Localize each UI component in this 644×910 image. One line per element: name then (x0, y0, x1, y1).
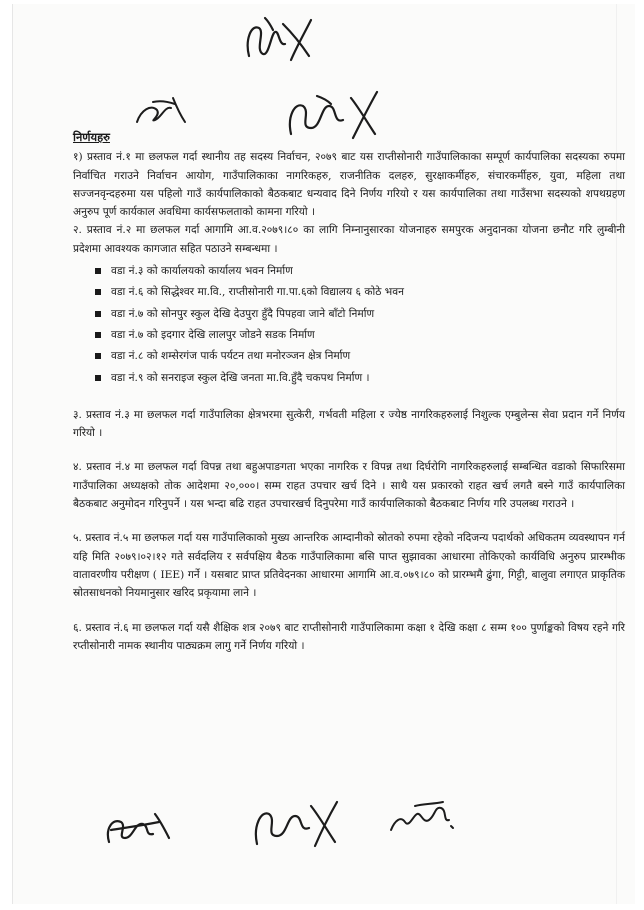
decision-6: ६. प्रस्ताव नं.६ मा छलफल गर्दा यसै शैक्षिक शत्र २०७९ बाट राप्तीसोनारी गाउँपालिकामा कक्षा १ देखि कक्षा ८ सम्म १०० पुर्णाङ्कको विषय रहने गरि रप्तीसोनारी नामक स्थानीय पाठ्यक्रम लागु गर्ने निर्णय गरियो । (73, 621, 625, 652)
decision-5: ५. प्रस्ताव नं.५ मा छलफल गर्दा यस गाउँपालिकाको मुख्य आन्तरिक आम्दानीको स्रोतको रुपमा रहेको नदिजन्य पदार्थको अधिकतम व्यवस्थापन गर्न यहि मिति २०७९।०२।१२ गते सर्वदलिय र सर्वपक्षिय बैठक गाउँपालिकामा बसि पाप्त सुझावका आधारमा तोकिएको कार्यविधि अनुरुप प्रारम्भीक वातावरणीय परीक्षण ( IEE) गर्ने । यसबाट प्राप्त प्रतिवेदनका आधारमा आगामि आ.व.०७९।८० को प्रारम्भमै ढुंगा, गिट्टी, बालुवा लगाएत प्राकृतिक स्रोतसाधनको नियमानुसार खरिद प्रकृयामा लाने । (73, 532, 625, 600)
spacer (73, 442, 625, 458)
list-item: वडा नं.६ को सिद्धेश्वर मा.वि., राप्तीसोनारी गा.पा.६को विद्यालय ६ कोठे भवन (95, 283, 625, 301)
spacer (73, 603, 625, 619)
list-item: वडा नं.३ को कार्यालयको कार्यालय भवन निर्माण (95, 262, 625, 280)
signature-bottom-right (385, 796, 465, 840)
spacer (73, 513, 625, 529)
signature-top-right (235, 10, 345, 68)
decision-2: २. प्रस्ताव नं.२ मा छलफल गर्दा आगामि आ.व.२०७९।८० का लागि निम्नानुसारका योजनाहरु समपुरक अनुदानका योजना छनौट गरि लुम्बीनी प्रदेशमा आवश्यक कागजात सहित पठाउने सम्बन्धमा । (73, 224, 625, 255)
list-item: वडा नं.८ को शम्सेरगंज पार्क पर्यटन तथा मनोरञ्जन क्षेत्र निर्माण (95, 347, 625, 365)
decision-3: ३. प्रस्ताव नं.३ मा छलफल गर्दा गाउँपालिका क्षेत्रभरमा सुत्केरी, गर्भवती महिला र ज्येष्ठ नागरिकहरुलाई निशुल्क एम्बुलेन्स सेवा प्रदान गर्ने निर्णय गरियो । (73, 408, 625, 440)
section-heading: निर्णयहरु (73, 130, 110, 144)
decision-2-project-list (73, 262, 625, 387)
decision-1: १) प्रस्ताव नं.१ मा छलफल गर्दा स्थानीय तह सदस्य निर्वाचन, २०७९ बाट यस राप्तीसोनारी गाउँपालिकाका सम्पूर्ण कार्यपालिका सदस्यका रुपमा निर्वाचित गराउने निर्वाचन आयोग, गाउँपालिकाका नागरिकहरु, राजनीतिक दलहरु, सुरक्षाकर्मीहरु, संचारकर्मीहरु, युवा, महिला तथा सज्जनवृन्दहरुमा यस पहिलो गाउँ कार्यपालिकाको बैठकबाट धन्यवाद दिने निर्णय गरियो र यस कार्यपालिका तथा गाउँसभा सदस्यको शपथग्रहण अनुरुप पूर्ण कार्यकाल अवधिमा कार्यसफलताको कामना गरियो । (73, 151, 625, 219)
signature-bottom-center (245, 794, 355, 852)
decision-4: ४. प्रस्ताव नं.४ मा छलफल गर्दा विपन्न तथा बहुअपाङगता भएका नागरिक र विपन्न तथा दिर्घरोगि नागरिकहरुलाई सम्बन्धित वडाको सिफारिसमा गाउँपालिका अध्यक्षको तोक आदेशमा २०,०००। सम्म राहत उपचार खर्च दिने । साथै यस प्रकारको राहत खर्च लगतै बस्ने गाउँ कार्यपालिका बैठकबाट अनुमोदन गरिनुपर्ने । यस भन्दा बढि राहत उपचारखर्च दिनुपरेमा गाउँ कार्यपालिकाको बैठकबाट निर्णय गरि उपलब्ध गराउने । (73, 461, 625, 511)
list-item: वडा नं.७ को इदगार देखि लालपुर जोडने सडक निर्माण (95, 326, 625, 344)
list-item: वडा नं.९ को सनराइज स्कुल देखि जनता मा.वि.हुँदै चकपथ निर्माण । (95, 369, 625, 387)
signature-bottom-left (99, 804, 189, 854)
list-item: वडा नं.७ को सोनपुर स्कुल देखि देउपुरा हुँदै पिपहवा जाने बाँटो निर्माण (95, 305, 625, 323)
document-page (12, 4, 635, 904)
signature-left (131, 92, 211, 132)
decisions-section (73, 128, 625, 655)
spacer (73, 390, 625, 406)
